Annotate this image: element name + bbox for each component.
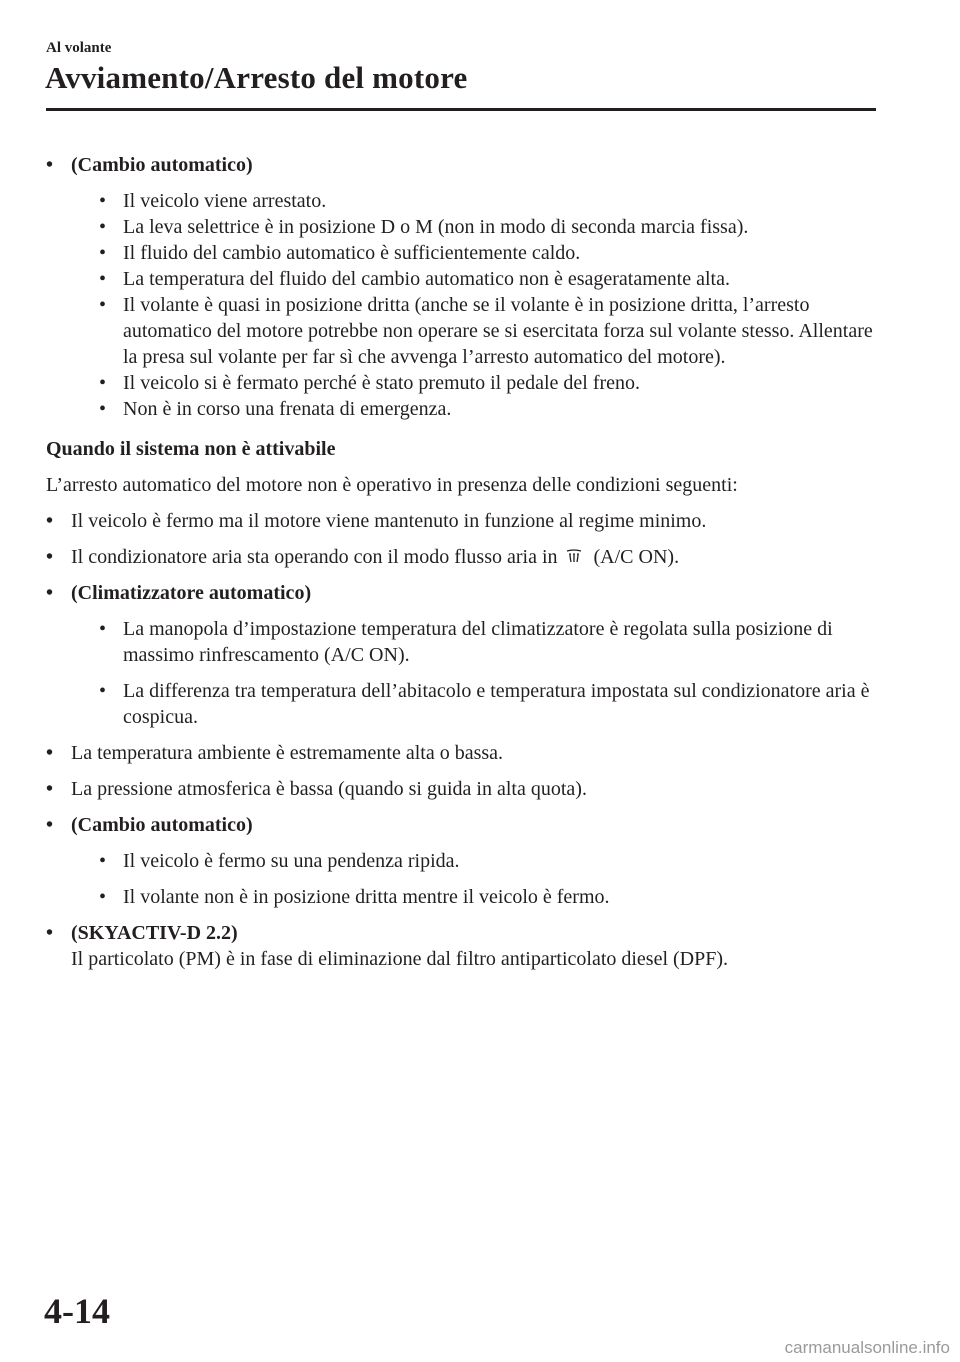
bullet-automatic-transmission <box>46 152 876 422</box>
bullet-climate-control <box>46 580 876 730</box>
condition-list <box>99 616 876 730</box>
bullet-dot: • <box>46 154 54 176</box>
list-item: • La leva selettrice è in posizione D o M (non in modo di seconda marcia fissa). <box>99 216 749 238</box>
bullet-dot: • <box>46 742 54 764</box>
bullet-atmospheric-pressure: • La pressione atmosferica è bassa (quando si guida in alta quota). <box>46 778 587 800</box>
bullet-title: (SKYACTIV-D 2.2) <box>71 922 238 944</box>
section-label: Al volante <box>46 40 112 56</box>
bullet-dot: • <box>46 582 54 604</box>
list-item: • Il volante non è in posizione dritta mentre il veicolo è fermo. <box>99 886 610 908</box>
bullet-idle: • Il veicolo è fermo ma il motore viene mantenuto in funzione al regime minimo. <box>46 510 707 532</box>
list-item: • Il fluido del cambio automatico è sufficientemente caldo. <box>99 242 581 264</box>
list-item: • Il veicolo è fermo su una pendenza ripida. <box>99 850 460 872</box>
bullet-dot: • <box>46 778 54 800</box>
list-item: • Il volante è quasi in posizione dritta (anche se il volante è in posizione dritta, l’arresto automatico del motore potrebbe non operare se si esercitata forza sul volante stesso. Allentare la presa sul volante per far sì che avvenga l’arresto automatico del motore). <box>99 294 873 368</box>
watermark: carmanualsonline.info <box>784 1338 950 1357</box>
body-text <box>46 152 876 982</box>
section-heading: Quando il sistema non è attivabile <box>46 438 336 460</box>
condition-list <box>99 848 876 910</box>
defroster-icon <box>565 547 583 565</box>
bullet-skyactiv: • (SKYACTIV-D 2.2) Il particolato (PM) è in fase di eliminazione dal filtro antiparticolato diesel (DPF). <box>46 920 876 972</box>
page-number: 4-14 <box>44 1291 110 1331</box>
list-item: • La differenza tra temperatura dell’abitacolo e temperatura impostata sul condizionatore aria è cospicua. <box>99 680 870 728</box>
bullet-air-conditioner: • Il condizionatore aria sta operando con il modo flusso aria in (A/C ON). <box>46 546 680 568</box>
list-item: • La manopola d’impostazione temperatura del climatizzatore è regolata sulla posizione di massimo rinfrescamento (A/C ON). <box>99 618 833 666</box>
page-title: Avviamento/Arresto del motore <box>45 60 468 95</box>
bullet-title: (Cambio automatico) <box>71 154 253 176</box>
intro-paragraph: L’arresto automatico del motore non è operativo in presenza delle condizioni seguenti: <box>46 474 738 496</box>
bullet-automatic-transmission-2 <box>46 812 876 910</box>
condition-list <box>99 188 876 422</box>
title-divider <box>46 108 876 111</box>
bullet-dot: • <box>46 510 54 532</box>
bullet-title: (Cambio automatico) <box>71 814 253 836</box>
bullet-dot: • <box>46 814 54 836</box>
list-item: • Non è in corso una frenata di emergenza. <box>99 398 452 420</box>
bullet-dot: • <box>46 546 54 568</box>
list-item: • La temperatura del fluido del cambio automatico non è esageratamente alta. <box>99 268 730 290</box>
bullet-title: (Climatizzatore automatico) <box>71 582 312 604</box>
bullet-ambient-temperature: • La temperatura ambiente è estremamente alta o bassa. <box>46 742 504 764</box>
list-item: • Il veicolo viene arrestato. <box>99 190 327 212</box>
bullet-dot: • <box>46 922 54 944</box>
list-item: • Il veicolo si è fermato perché è stato premuto il pedale del freno. <box>99 372 641 394</box>
